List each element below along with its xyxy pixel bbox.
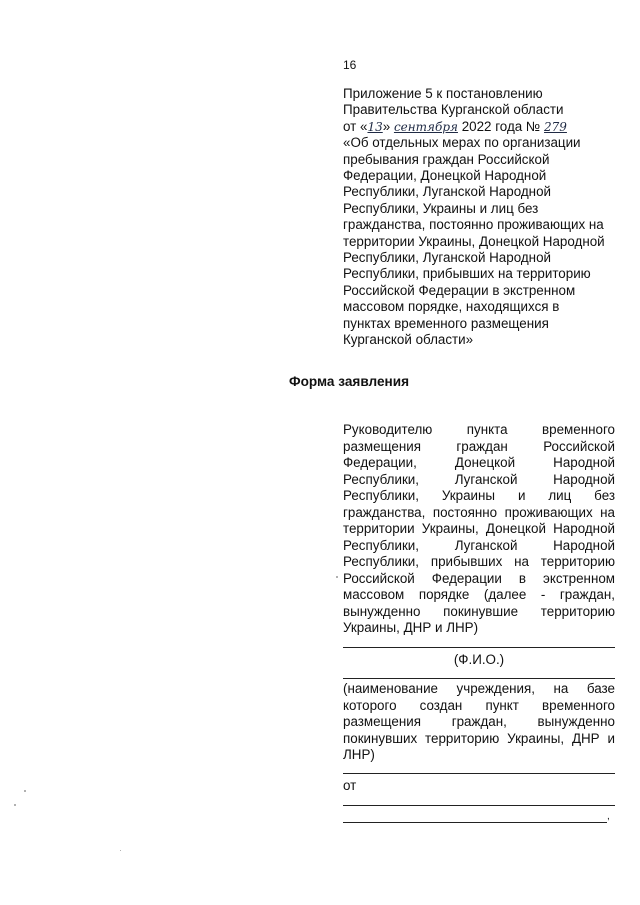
appendix-title-line: территории Украины, Донецкой Народной xyxy=(343,233,605,249)
date-prefix: от « xyxy=(343,118,368,134)
scan-speck xyxy=(24,790,26,792)
appendix-title-line: гражданства, постоянно проживающих на xyxy=(343,217,604,233)
scan-speck xyxy=(120,850,121,851)
date-day-handwritten: 13 xyxy=(367,119,383,134)
date-month-handwritten: сентября xyxy=(393,119,458,134)
form-title: Форма заявления xyxy=(289,374,410,389)
scan-speck xyxy=(336,576,338,578)
from-field-line[interactable] xyxy=(343,805,615,806)
appendix-title-line: пунктах временного размещения xyxy=(343,315,549,331)
institution-label: (наименование учреждения, на базе которого создан пункт временного размещения граждан, вынужденно покинувших территорию Украины, ДНР и ЛНР) xyxy=(343,681,615,762)
appendix-line: Правительства Курганской области xyxy=(343,102,564,118)
appendix-title-line: Курганской области» xyxy=(343,332,474,348)
appendix-date-line xyxy=(343,119,618,135)
appendix-title-line: Республики, Луганской Народной xyxy=(343,184,551,200)
appendix-title-line: пребывания граждан Российской xyxy=(343,151,550,167)
scan-speck xyxy=(14,804,16,806)
date-number-handwritten: 279 xyxy=(544,119,567,134)
appendix-title-line: массовом порядке, находящихся в xyxy=(343,299,560,315)
appendix-title-line: Республики, Луганской Народной xyxy=(343,250,551,266)
appendix-title-line: Российской Федерации в экстренном xyxy=(343,282,576,298)
appendix-title-line: «Об отдельных мерах по организации xyxy=(343,135,581,151)
appendix-title-line: Республики, Украины и лиц без xyxy=(343,200,539,216)
fio-label: (Ф.И.О.) xyxy=(453,652,505,667)
date-mid: » xyxy=(382,118,391,134)
date-year: 2022 года № xyxy=(461,118,541,134)
page-number: 16 xyxy=(343,58,357,72)
from-field-line-top[interactable] xyxy=(343,773,615,774)
appendix-title-line: Республики, прибывших на территорию xyxy=(343,266,591,282)
addressee-text: Руководителю пункта временного размещения граждан Российской Федерации, Донецкой Народной Республики, Луганской Народной Республики, Украины и лиц без гражданства, постоянно проживающих на территории Украины, Донецкой Народной Республики, Луганской Народной Республики, прибывших на территорию Российской Федерации в экстренном массовом порядке (далее - граждан, вынужденно покинувшие территорию Украины, ДНР и ЛНР) xyxy=(343,422,615,635)
trailing-comma: , xyxy=(607,811,610,822)
from-label: от xyxy=(343,778,357,793)
from-field-line-2[interactable] xyxy=(343,822,607,823)
fio-field-line[interactable] xyxy=(343,647,615,648)
institution-field-line[interactable] xyxy=(343,678,615,679)
appendix-title-line: Федерации, Донецкой Народной xyxy=(343,168,547,184)
appendix-header xyxy=(343,86,618,349)
appendix-line: Приложение 5 к постановлению xyxy=(343,86,543,101)
